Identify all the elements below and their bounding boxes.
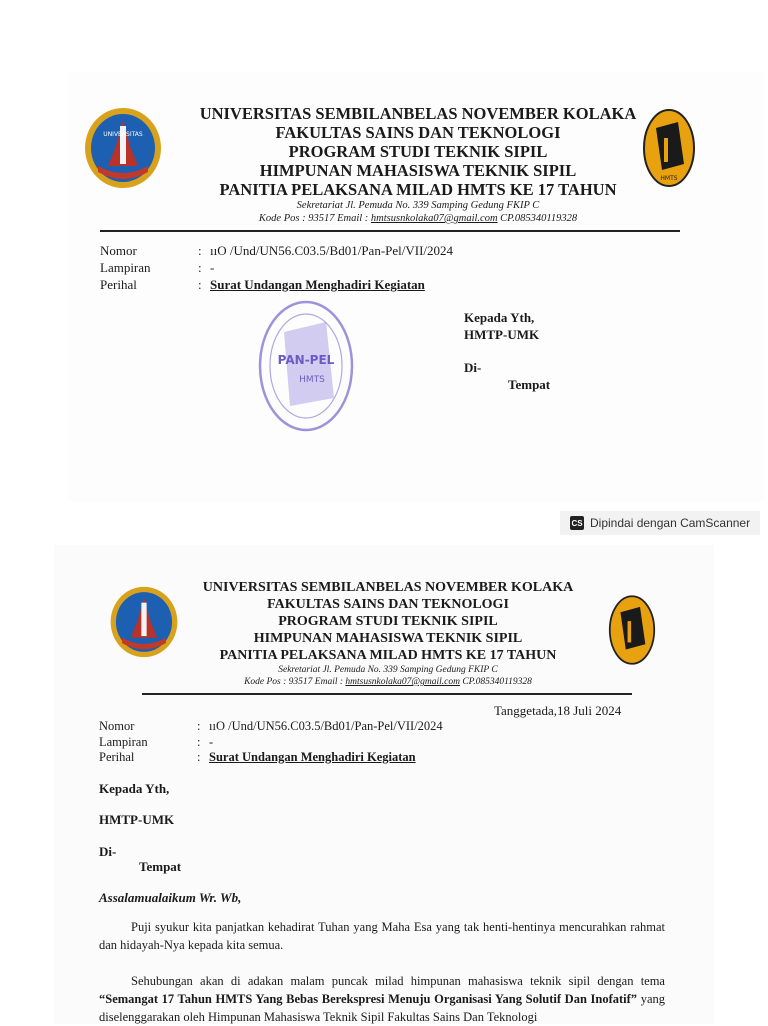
field-lampiran: Lampiran : - bbox=[99, 735, 214, 749]
university-logo-icon bbox=[82, 106, 164, 190]
committee-stamp bbox=[256, 298, 356, 434]
university-logo-icon bbox=[108, 585, 180, 659]
contact-line: Kode Pos : 93517 Email : hmtsusnkolaka07@gmail.com CP.085340119328 bbox=[244, 677, 532, 687]
camscanner-icon: CS bbox=[570, 516, 584, 530]
letterhead-line: FAKULTAS SAINS DAN TEKNOLOGI bbox=[275, 123, 561, 142]
letterhead-line: PROGRAM STUDI TEKNIK SIPIL bbox=[288, 142, 548, 161]
letterhead-line: UNIVERSITAS SEMBILANBELAS NOVEMBER KOLAKA bbox=[202, 580, 574, 595]
recipient-di: Di- bbox=[464, 360, 482, 375]
field-perihal: Perihal : Surat Undangan Menghadiri Kegiatan bbox=[99, 750, 416, 764]
recipient-place: Tempat bbox=[139, 859, 182, 874]
address-line: Sekretariat Jl. Pemuda No. 339 Samping Gedung FKIP C bbox=[278, 665, 498, 675]
field-perihal: Perihal : Surat Undangan Menghadiri Kegiatan bbox=[100, 277, 425, 292]
letterhead-line: HIMPUNAN MAHASISWA TEKNIK SIPIL bbox=[259, 161, 577, 180]
recipient-to: Kepada Yth, bbox=[464, 310, 535, 325]
svg-text:UNIVERSITAS: UNIVERSITAS bbox=[103, 131, 143, 138]
letterhead-line: PANITIA PELAKSANA MILAD HMTS KE 17 TAHUN bbox=[219, 180, 617, 199]
letterhead-line: FAKULTAS SAINS DAN TEKNOLOGI bbox=[267, 597, 509, 612]
greeting: Assalamualaikum Wr. Wb, bbox=[99, 890, 242, 905]
address-line: Sekretariat Jl. Pemuda No. 339 Samping Gedung FKIP C bbox=[296, 200, 540, 211]
svg-text:HMTS: HMTS bbox=[299, 375, 325, 385]
paragraph-2: Sehubungan akan di adakan malam puncak milad himpunan mahasiswa teknik sipil dengan tema “Semangat 17 Tahun HMTS Yang Bebas Berekspresi Menuju Organisasi Yang Solutif Dan Inofatif” yang diselenggarakan oleh Himpunan Mahasiswa Teknik Sipil Fakultas Sains Dan Teknologi bbox=[99, 974, 665, 1024]
header-divider bbox=[100, 230, 680, 232]
recipient-place: Tempat bbox=[508, 377, 551, 392]
recipient-di: Di- bbox=[99, 844, 117, 859]
header-divider bbox=[142, 693, 632, 695]
svg-text:PAN-PEL: PAN-PEL bbox=[277, 353, 335, 367]
field-nomor: Nomor : ııO /Und/UN56.C03.5/Bd01/Pan-Pel/VII/2024 bbox=[100, 243, 454, 258]
letterhead-line: HIMPUNAN MAHASISWA TEKNIK SIPIL bbox=[253, 631, 523, 646]
contact-line: Kode Pos : 93517 Email : hmtsusnkolaka07@gmail.com CP.085340119328 bbox=[258, 213, 578, 224]
recipient-org: HMTP-UMK bbox=[464, 327, 540, 342]
letterhead-line: PROGRAM STUDI TEKNIK SIPIL bbox=[278, 614, 498, 629]
letter-date: Tanggetada,18 Juli 2024 bbox=[494, 703, 622, 718]
paragraph-1: Puji syukur kita panjatkan kehadirat Tuhan yang Maha Esa yang tak henti-hentinya mencurahkan rahmat dan hidayah-Nya kepada kita semua. bbox=[99, 920, 665, 952]
camscanner-badge bbox=[560, 511, 760, 535]
letter-page-1 bbox=[68, 72, 764, 502]
letter-page-2 bbox=[54, 545, 714, 1024]
hmts-logo-icon bbox=[642, 108, 696, 188]
field-nomor: Nomor : ııO /Und/UN56.C03.5/Bd01/Pan-Pel/VII/2024 bbox=[99, 719, 443, 733]
letterhead-line: PANITIA PELAKSANA MILAD HMTS KE 17 TAHUN bbox=[219, 648, 557, 663]
camscanner-text: Dipindai dengan CamScanner bbox=[590, 516, 751, 530]
hmts-logo-icon bbox=[608, 593, 656, 667]
recipient-to: Kepada Yth, bbox=[99, 781, 170, 796]
letterhead-line: UNIVERSITAS SEMBILANBELAS NOVEMBER KOLAKA bbox=[199, 104, 637, 123]
email-link[interactable]: hmtsusnkolaka07@gmail.com bbox=[370, 213, 498, 224]
letterhead-2 bbox=[178, 579, 598, 688]
field-lampiran: Lampiran : - bbox=[100, 260, 215, 275]
email-link[interactable]: hmtsusnkolaka07@gmail.com bbox=[345, 677, 460, 687]
letterhead-1 bbox=[158, 104, 678, 225]
recipient-org: HMTP-UMK bbox=[99, 812, 175, 827]
svg-text:HMTS: HMTS bbox=[660, 175, 678, 182]
